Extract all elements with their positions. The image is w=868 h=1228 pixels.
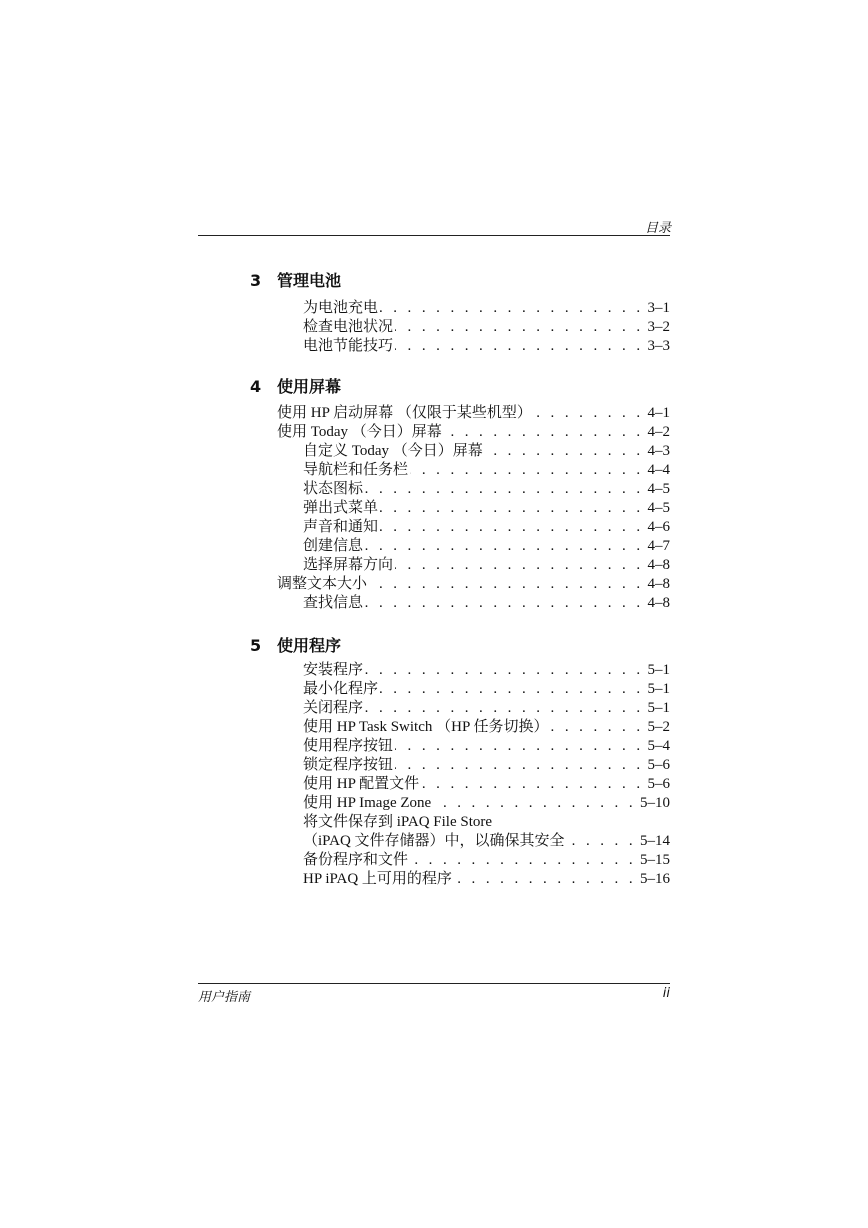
toc-entry-text: 最小化程序 (303, 681, 379, 697)
dot-leader (380, 680, 643, 699)
dot-leader (369, 575, 643, 594)
toc-entry-page: 4–5 (647, 500, 670, 516)
chapter-title: 管理电池 (277, 271, 342, 290)
toc-entry-page: 5–1 (647, 662, 670, 678)
toc-entry[interactable] (277, 556, 670, 575)
toc-entry-text: 状态图标 (303, 481, 364, 497)
toc-entry-page: 4–2 (647, 424, 670, 440)
toc-section-chapter-4 (277, 404, 670, 613)
toc-entry-text: 使用 HP Image Zone (303, 795, 432, 811)
toc-entry[interactable] (303, 699, 670, 718)
toc-entry-page: 4–1 (647, 405, 670, 421)
toc-entry-page: 4–3 (647, 443, 670, 459)
toc-entry-text: 选择屏幕方向 (303, 557, 394, 573)
chapter-number: 5 (250, 636, 262, 655)
chapter-title: 使用程序 (277, 636, 342, 655)
toc-entry-text: HP iPAQ 上可用的程序 (303, 871, 452, 887)
toc-entry[interactable] (277, 461, 670, 480)
toc-entry-text: 检查电池状况 (303, 319, 394, 335)
toc-entry[interactable] (277, 423, 670, 442)
toc-entry-page: 4–8 (647, 576, 670, 592)
toc-entry[interactable] (277, 480, 670, 499)
toc-entry-text: 为电池充电 (303, 300, 379, 316)
toc-entry-text: 查找信息 (303, 595, 364, 611)
toc-entry-page: 5–10 (640, 795, 670, 811)
dot-leader (551, 718, 644, 737)
toc-entry-text: （iPAQ 文件存储器）中，以确保其安全 (303, 833, 565, 849)
chapter-heading-4 (250, 374, 341, 397)
toc-entry-text: 使用程序按钮 (303, 738, 394, 754)
toc-entry-page: 5–6 (647, 776, 670, 792)
dot-leader (365, 661, 643, 680)
dot-leader (395, 318, 643, 337)
toc-entry[interactable] (277, 442, 670, 461)
toc-entry-page: 3–1 (647, 300, 670, 316)
toc-entry[interactable] (303, 337, 670, 356)
header-rule (198, 235, 670, 236)
toc-entry-text: 关闭程序 (303, 700, 364, 716)
toc-entry-page: 3–2 (647, 319, 670, 335)
dot-leader (433, 794, 636, 813)
dot-leader (395, 337, 643, 356)
toc-entry[interactable] (277, 537, 670, 556)
toc-entry-text: 自定义 Today （今日）屏幕 (303, 443, 483, 459)
toc-entry-page: 4–4 (647, 462, 670, 478)
toc-entry[interactable] (303, 737, 670, 756)
toc-entry-text: 导航栏和任务栏 (303, 462, 409, 478)
chapter-number: 3 (250, 271, 262, 290)
dot-leader (567, 832, 636, 851)
toc-entry[interactable] (303, 775, 670, 794)
dot-leader (395, 756, 643, 775)
toc-section-chapter-3 (303, 299, 670, 356)
dot-leader (410, 461, 643, 480)
dot-leader (380, 299, 643, 318)
toc-entry-page: 5–15 (640, 852, 670, 868)
chapter-heading-5 (250, 633, 341, 656)
dot-leader (365, 537, 643, 556)
toc-entry[interactable] (303, 832, 670, 851)
footer-title: 用户指南 (198, 990, 251, 1005)
toc-entry[interactable] (303, 661, 670, 680)
toc-entry-page: 5–1 (647, 681, 670, 697)
dot-leader (365, 480, 643, 499)
dot-leader (410, 851, 636, 870)
toc-entry-page: 4–7 (647, 538, 670, 554)
toc-entry-text: 电池节能技巧 (303, 338, 394, 354)
dot-leader (395, 737, 643, 756)
toc-entry[interactable] (303, 756, 670, 775)
toc-entry-page: 5–1 (647, 700, 670, 716)
toc-entry-text: 声音和通知 (303, 519, 379, 535)
dot-leader (534, 404, 644, 423)
dot-leader (444, 423, 644, 442)
chapter-heading-3 (250, 268, 341, 291)
toc-entry-text: 调整文本大小 (277, 576, 368, 592)
toc-entry-page: 5–6 (647, 757, 670, 773)
dot-leader (454, 870, 636, 889)
chapter-title: 使用屏幕 (277, 377, 342, 396)
toc-entry[interactable] (303, 680, 670, 699)
toc-entry-page: 5–4 (647, 738, 670, 754)
toc-entry-page: 4–8 (647, 557, 670, 573)
toc-entry-text: 将文件保存到 iPAQ File Store (303, 814, 493, 830)
toc-entry-page: 4–5 (647, 481, 670, 497)
toc-entry-page: 3–3 (647, 338, 670, 354)
toc-entry[interactable] (277, 404, 670, 423)
toc-entry-text: 使用 HP 启动屏幕 （仅限于某些机型） (277, 405, 532, 421)
toc-entry-text: 使用 HP Task Switch （HP 任务切换） (303, 719, 549, 735)
running-header-title: 目录 (644, 221, 671, 236)
toc-entry-page: 5–14 (640, 833, 670, 849)
toc-entry[interactable] (277, 518, 670, 537)
dot-leader (380, 518, 643, 537)
dot-leader (365, 699, 643, 718)
toc-entry[interactable] (303, 851, 670, 870)
chapter-number: 4 (250, 377, 262, 396)
footer-page-number: ii (662, 986, 670, 1001)
toc-entry-text: 使用 Today （今日）屏幕 (277, 424, 442, 440)
toc-entry-page: 5–16 (640, 871, 670, 887)
dot-leader (380, 499, 643, 518)
toc-entry[interactable] (303, 813, 670, 832)
toc-entry-page: 5–2 (647, 719, 670, 735)
toc-entry[interactable] (303, 870, 670, 889)
toc-section-chapter-5 (303, 661, 670, 889)
toc-entry[interactable] (303, 718, 670, 737)
dot-leader (365, 594, 643, 613)
toc-entry-text: 锁定程序按钮 (303, 757, 394, 773)
toc-entry-text: 弹出式菜单 (303, 500, 379, 516)
toc-entry-text: 创建信息 (303, 538, 364, 554)
toc-entry-page: 4–8 (647, 595, 670, 611)
dot-leader (485, 442, 644, 461)
toc-entry-text: 安装程序 (303, 662, 364, 678)
toc-entry[interactable] (277, 575, 670, 594)
toc-entry-text: 使用 HP 配置文件 (303, 776, 420, 792)
toc-entry[interactable] (277, 499, 670, 518)
footer-rule (198, 983, 670, 984)
toc-entry[interactable] (303, 794, 670, 813)
dot-leader (421, 775, 643, 794)
toc-entry[interactable] (303, 318, 670, 337)
toc-entry-text: 备份程序和文件 (303, 852, 409, 868)
dot-leader (395, 556, 643, 575)
toc-entry[interactable] (277, 594, 670, 613)
toc-entry-page: 4–6 (647, 519, 670, 535)
toc-entry[interactable] (303, 299, 670, 318)
